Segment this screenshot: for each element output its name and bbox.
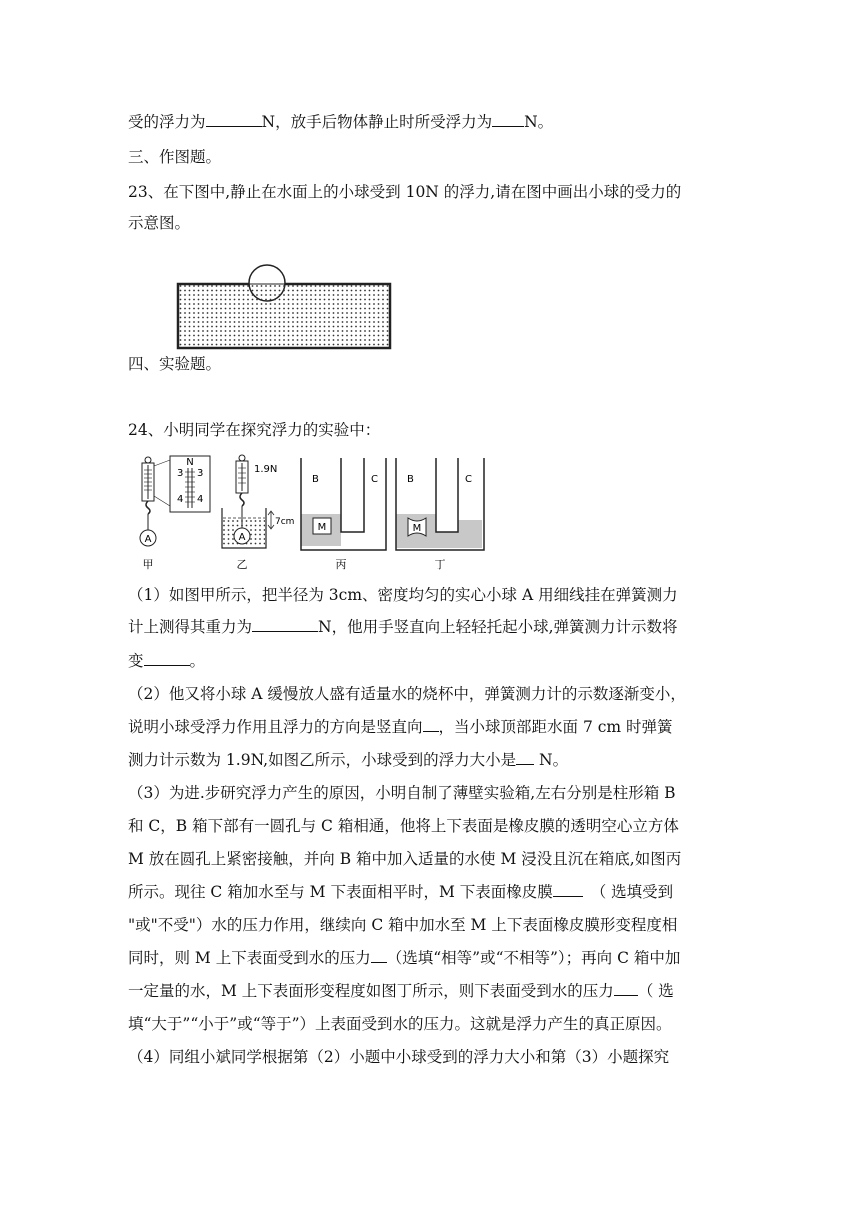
answer-blank[interactable] (516, 749, 534, 765)
svg-text:B: B (407, 474, 414, 485)
answer-blank[interactable] (144, 650, 190, 666)
q24-figure (128, 452, 498, 578)
svg-text:B: B (312, 474, 319, 485)
answer-blank[interactable] (423, 716, 439, 732)
svg-text:N: N (186, 457, 194, 468)
figure-yi (222, 455, 294, 571)
p2-line1: （2）他又将小球 A 缓慢放人盛有适量水的烧杯中，弹簧测力计的示数逐渐变小， (128, 685, 686, 703)
svg-text:A: A (238, 532, 246, 543)
p1-line2: 计上测得其重力为 N，他用手竖直向上轻轻托起小球,弹簧测力计示数将 (128, 618, 678, 636)
p3-line4: 所示。现往 C 箱加水至与 M 下表面相平时，M 下表面橡皮膜 （ 选填受到 (128, 883, 674, 901)
p4-line1: （4）同组小斌同学根据第（2）小题中小球受到的浮力大小和第（3）小题探究 (128, 1048, 670, 1066)
p2-line3: 测力计示数为 1.9N,如图乙所示，小球受到的浮力大小是 N。 (128, 751, 569, 769)
answer-blank[interactable] (206, 111, 262, 127)
q23-figure (170, 262, 395, 352)
svg-text:1.9N: 1.9N (254, 464, 278, 475)
svg-text:M: M (412, 523, 422, 534)
svg-text:4: 4 (177, 494, 184, 505)
svg-text:3: 3 (177, 468, 184, 479)
p3-line1: （3）为进.步研究浮力产生的原因，小明自制了薄壁实验箱,左右分别是柱形箱 B (128, 784, 676, 802)
question-23-line2: 示意图。 (128, 214, 191, 232)
text-line: 受的浮力为 N，放手后物体静止时所受浮力为 N。 (128, 113, 554, 131)
answer-blank[interactable] (614, 980, 638, 996)
svg-text:乙: 乙 (236, 558, 248, 571)
svg-text:丁: 丁 (434, 558, 446, 571)
answer-blank[interactable] (492, 111, 524, 127)
p3-line6: 同时，则 M 上下表面受到水的压力 （选填“相等”或“不相等”）；再向 C 箱中加 (128, 949, 681, 967)
section-heading: 四、实验题。 (128, 355, 222, 373)
p1-line3: 变 。 (128, 652, 206, 670)
p3-line2: 和 C，B 箱下部有一圆孔与 C 箱相通，他将上下表面是橡皮膜的透明空心立方体 (128, 817, 679, 835)
figure-bing (301, 458, 386, 571)
svg-text:C: C (371, 474, 378, 485)
answer-blank[interactable] (371, 947, 387, 963)
section-heading: 三、作图题。 (128, 148, 222, 166)
p1-line1: （1）如图甲所示，把半径为 3cm、密度均匀的实心小球 A 用细线挂在弹簧测力 (128, 586, 678, 604)
water-tank (178, 284, 390, 348)
figure-jia (140, 456, 210, 571)
p3-line5: "或"不受"）水的压力作用，继续向 C 箱中加水至 M 上下表面橡皮膜形变程度相 (128, 916, 678, 934)
svg-text:7cm: 7cm (275, 517, 295, 527)
answer-blank[interactable] (252, 616, 318, 632)
question-24-title: 24、小明同学在探究浮力的实验中： (128, 421, 381, 439)
svg-text:M: M (317, 522, 327, 533)
figure-ding (396, 458, 484, 571)
svg-text:3: 3 (197, 468, 204, 479)
p3-line8: 填“大于”“小于”或“等于”）上表面受到水的压力。这就是浮力产生的真正原因。 (128, 1015, 672, 1033)
answer-blank[interactable] (553, 881, 583, 897)
svg-text:C: C (465, 474, 472, 485)
svg-text:4: 4 (197, 494, 204, 505)
p2-line2: 说明小球受浮力作用且浮力的方向是竖直向 ，当小球顶部距水面 7 cm 时弹簧 (128, 718, 673, 736)
svg-text:A: A (144, 534, 152, 545)
question-23-line1: 23、在下图中,静止在水面上的小球受到 10N 的浮力,请在图中画出小球的受力的 (128, 183, 682, 201)
svg-text:甲: 甲 (142, 558, 154, 571)
p3-line3: M 放在圆孔上紧密接触，并向 B 箱中加入适量的水使 M 浸没且沉在箱底,如图丙 (128, 850, 682, 868)
svg-text:丙: 丙 (335, 558, 347, 571)
p3-line7: 一定量的水，M 上下表面形变程度如图丁所示，则下表面受到水的压力 （ 选 (128, 982, 674, 1000)
